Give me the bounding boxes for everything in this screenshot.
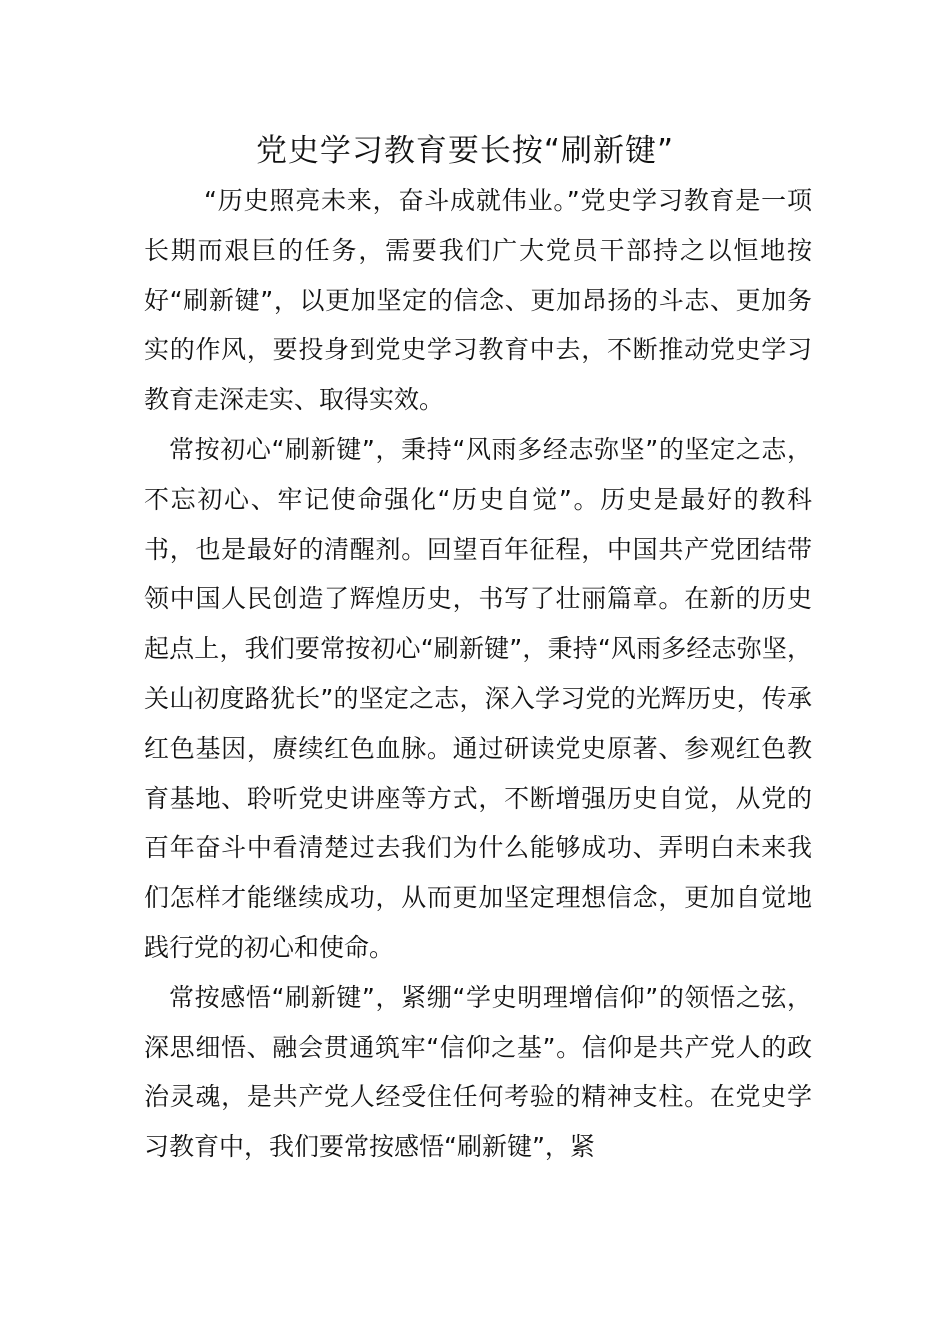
document-body — [144, 176, 812, 1172]
document-title: 党史学习教育要长按“刷新键” — [255, 133, 675, 169]
paragraph-intro: “历史照亮未来，奋斗成就伟业。”党史学习教育是一项长期而艰巨的任务，需要我们广大党员干部持之以恒地按好“刷新键”，以更加坚定的信念、更加昂扬的斗志、更加务实的作风，要投身到党史学习教育中去，不断推动党史学习教育走深走实、取得实效。 — [144, 186, 812, 415]
paragraph-original-aspiration: 常按初心“刷新键”，秉持“风雨多经志弥坚”的坚定之志，不忘初心、牢记使命强化“历史自觉”。历史是最好的教科书，也是最好的清醒剂。回望百年征程，中国共产党团结带领中国人民创造了辉煌历史，书写了壮丽篇章。在新的历史起点上，我们要常按初心“刷新键”，秉持“风雨多经志弥坚，关山初度路犹长”的坚定之志，深入学习党的光辉历史，传承红色基因，赓续红色血脉。通过研读党史原著、参观红色教育基地、聆听党史讲座等方式，不断增强历史自觉，从党的百年奋斗中看清楚过去我们为什么能够成功、弄明白未来我们怎样才能继续成功，从而更加坚定理想信念，更加自觉地践行党的初心和使命。 — [144, 434, 812, 962]
paragraph-comprehension: 常按感悟“刷新键”，紧绷“学史明理增信仰”的领悟之弦，深思细悟、融会贯通筑牢“信仰之基”。信仰是共产党人的政治灵魂，是共产党人经受住任何考验的精神支柱。在党史学习教育中，我们要常按感悟“刷新键”，紧 — [144, 982, 812, 1162]
